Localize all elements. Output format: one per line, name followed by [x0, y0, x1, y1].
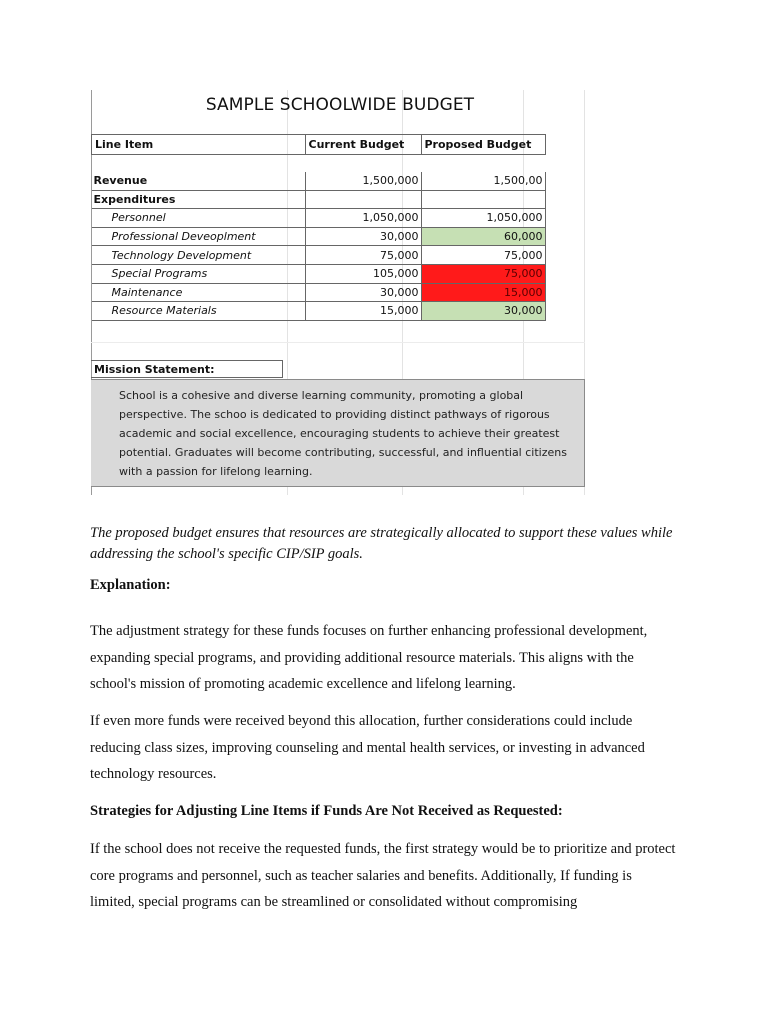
line-item-label: Maintenance: [92, 283, 306, 302]
revenue-row: [92, 172, 546, 191]
line-item-label: Technology Development: [92, 246, 306, 265]
strategies-heading: Strategies for Adjusting Line Items if Funds Are Not Received as Requested:: [90, 803, 563, 819]
grid-line: [91, 342, 585, 343]
intro-paragraph: The proposed budget ensures that resources are strategically allocated to support these values while addressing the school's specific CIP/SIP goals.: [90, 525, 673, 562]
expenditures-label: Expenditures: [92, 190, 306, 209]
explanation-paragraph-1: The adjustment strategy for these funds focuses on further enhancing professional development, expanding special programs, and providing additional resource materials. This aligns with the school's mission of promoting academic excellence and lifelong learning.: [90, 623, 648, 692]
table-row: [92, 283, 546, 302]
header-proposed-budget: Proposed Budget: [421, 135, 545, 155]
current-value: 30,000: [305, 227, 421, 246]
mission-statement-box: [91, 379, 585, 487]
header-line-item: Line Item: [92, 135, 306, 155]
budget-spreadsheet: [91, 90, 585, 495]
proposed-value: 75,000: [421, 264, 545, 283]
proposed-value: 1,050,000: [421, 209, 545, 228]
table-row: [92, 209, 546, 228]
explanation-paragraph-2: If even more funds were received beyond this allocation, further considerations could include reducing class sizes, improving counseling and mental health services, or investing in advanced technology resources.: [90, 713, 645, 782]
current-value: 1,050,000: [305, 209, 421, 228]
budget-table: [91, 134, 546, 321]
table-row: [92, 302, 546, 321]
revenue-proposed: 1,500,00: [421, 172, 545, 191]
budget-title: SAMPLE SCHOOLWIDE BUDGET: [205, 95, 475, 115]
line-item-label: Resource Materials: [92, 302, 306, 321]
strategies-paragraph-1: If the school does not receive the requested funds, the first strategy would be to prioritize and protect core programs and personnel, such as teacher salaries and benefits. Additionally, If funding is limited, special programs can be streamlined or consolidated without compromising: [90, 841, 676, 910]
proposed-value: 75,000: [421, 246, 545, 265]
revenue-current: 1,500,000: [305, 172, 421, 191]
proposed-value: 60,000: [421, 227, 545, 246]
mission-statement-text: School is a cohesive and diverse learning community, promoting a global perspective. The schoo is dedicated to providing distinct pathways of rigorous academic and social excellence, encouraging students to achieve their greatest potential. Graduates will become contributing, successful, and influential citizens with a passion for lifelong learning.: [119, 389, 567, 478]
spacer-row: [92, 155, 546, 172]
current-value: 75,000: [305, 246, 421, 265]
table-row: [92, 246, 546, 265]
table-row: [92, 264, 546, 283]
table-row: [92, 227, 546, 246]
line-item-label: Professional Deveoplment: [92, 227, 306, 246]
table-header-row: [92, 135, 546, 155]
current-value: 30,000: [305, 283, 421, 302]
current-value: 105,000: [305, 264, 421, 283]
proposed-value: 15,000: [421, 283, 545, 302]
line-item-label: Personnel: [92, 209, 306, 228]
explanation-heading: Explanation:: [90, 577, 171, 593]
current-value: 15,000: [305, 302, 421, 321]
line-item-label: Special Programs: [92, 264, 306, 283]
header-current-budget: Current Budget: [305, 135, 421, 155]
mission-statement-label: Mission Statement:: [91, 360, 283, 378]
expenditures-row: [92, 190, 546, 209]
proposed-value: 30,000: [421, 302, 545, 321]
revenue-label: Revenue: [92, 172, 306, 191]
